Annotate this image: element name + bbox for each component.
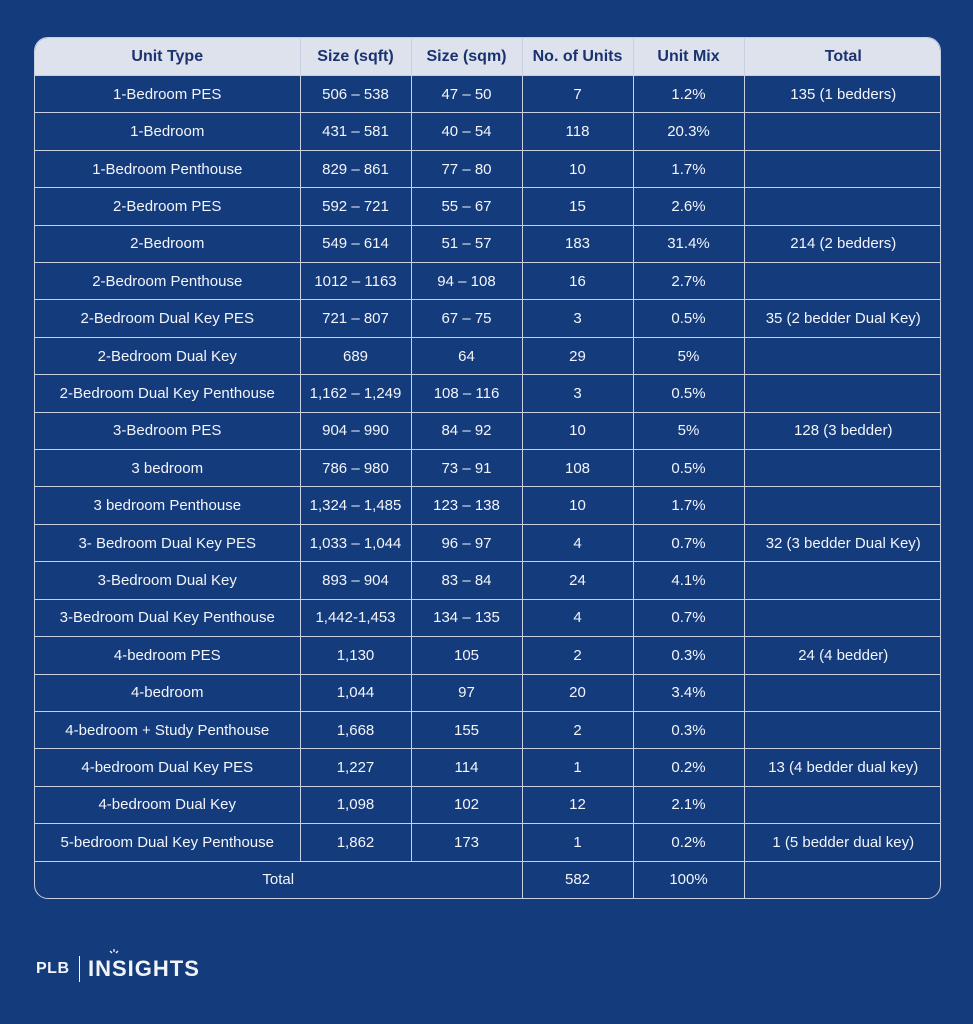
cell-size-sqft: 829 – 861	[300, 150, 411, 187]
cell-unit-type: 3- Bedroom Dual Key PES	[35, 524, 300, 561]
table-row	[35, 637, 941, 674]
table-row	[35, 674, 941, 711]
cell-size-sqft: 904 – 990	[300, 412, 411, 449]
cell-no-of-units: 10	[522, 412, 633, 449]
cell-unit-mix: 1.7%	[633, 150, 744, 187]
cell-unit-mix: 4.1%	[633, 562, 744, 599]
cell-size-sqm: 64	[411, 337, 522, 374]
logo-divider	[79, 956, 81, 982]
cell-unit-type: 1-Bedroom PES	[35, 76, 300, 113]
table-row	[35, 412, 941, 449]
cell-total: 32 (3 bedder Dual Key)	[744, 524, 941, 561]
cell-unit-mix: 2.1%	[633, 786, 744, 823]
cell-unit-mix: 0.3%	[633, 637, 744, 674]
table-row	[35, 225, 941, 262]
cell-unit-mix: 0.5%	[633, 450, 744, 487]
cell-total	[744, 674, 941, 711]
cell-size-sqft: 786 – 980	[300, 450, 411, 487]
cell-size-sqft: 431 – 581	[300, 113, 411, 150]
cell-no-of-units: 4	[522, 599, 633, 636]
lightbulb-rays-icon	[109, 949, 119, 957]
cell-unit-mix: 31.4%	[633, 225, 744, 262]
cell-unit-type: 2-Bedroom Dual Key PES	[35, 300, 300, 337]
cell-size-sqft: 1012 – 1163	[300, 263, 411, 300]
cell-no-of-units: 183	[522, 225, 633, 262]
table-body	[35, 76, 941, 899]
cell-no-of-units: 1	[522, 749, 633, 786]
cell-unit-mix: 5%	[633, 412, 744, 449]
table-row	[35, 749, 941, 786]
cell-size-sqft: 1,033 – 1,044	[300, 524, 411, 561]
header-size-sqft: Size (sqft)	[300, 38, 411, 76]
cell-no-of-units: 118	[522, 113, 633, 150]
table-row	[35, 450, 941, 487]
table-row	[35, 599, 941, 636]
cell-no-of-units: 108	[522, 450, 633, 487]
cell-total	[744, 375, 941, 412]
header-unit-type: Unit Type	[35, 38, 300, 76]
cell-size-sqm: 94 – 108	[411, 263, 522, 300]
cell-unit-type: 2-Bedroom	[35, 225, 300, 262]
cell-unit-mix: 3.4%	[633, 674, 744, 711]
cell-size-sqft: 1,044	[300, 674, 411, 711]
cell-size-sqft: 1,227	[300, 749, 411, 786]
cell-size-sqm: 134 – 135	[411, 599, 522, 636]
table-row	[35, 824, 941, 861]
table-total-row	[35, 861, 941, 898]
cell-unit-mix: 5%	[633, 337, 744, 374]
cell-total	[744, 337, 941, 374]
cell-size-sqft: 721 – 807	[300, 300, 411, 337]
header-size-sqm: Size (sqm)	[411, 38, 522, 76]
cell-total: 13 (4 bedder dual key)	[744, 749, 941, 786]
cell-no-of-units: 3	[522, 300, 633, 337]
cell-unit-mix: 20.3%	[633, 113, 744, 150]
cell-size-sqft: 1,098	[300, 786, 411, 823]
table-header-row	[35, 38, 941, 76]
cell-unit-type: 5-bedroom Dual Key Penthouse	[35, 824, 300, 861]
cell-size-sqft: 1,862	[300, 824, 411, 861]
cell-unit-type: 4-bedroom + Study Penthouse	[35, 711, 300, 748]
cell-no-of-units: 7	[522, 76, 633, 113]
cell-unit-mix: 0.2%	[633, 749, 744, 786]
cell-size-sqm: 67 – 75	[411, 300, 522, 337]
plb-logo-text: PLB	[36, 960, 70, 977]
table-row	[35, 263, 941, 300]
cell-no-of-units: 3	[522, 375, 633, 412]
cell-no-of-units: 20	[522, 674, 633, 711]
cell-unit-mix: 0.7%	[633, 524, 744, 561]
cell-size-sqft: 893 – 904	[300, 562, 411, 599]
cell-size-sqm: 155	[411, 711, 522, 748]
cell-size-sqft: 689	[300, 337, 411, 374]
cell-total	[744, 562, 941, 599]
cell-total: 24 (4 bedder)	[744, 637, 941, 674]
cell-unit-mix: 0.7%	[633, 599, 744, 636]
cell-size-sqm: 51 – 57	[411, 225, 522, 262]
cell-total	[744, 150, 941, 187]
cell-total	[744, 786, 941, 823]
cell-size-sqm: 102	[411, 786, 522, 823]
cell-size-sqft: 1,668	[300, 711, 411, 748]
cell-no-of-units: 15	[522, 188, 633, 225]
header-unit-mix: Unit Mix	[633, 38, 744, 76]
cell-unit-mix: 2.6%	[633, 188, 744, 225]
cell-no-of-units: 4	[522, 524, 633, 561]
cell-unit-type: 1-Bedroom	[35, 113, 300, 150]
table-row	[35, 76, 941, 113]
cell-size-sqft: 506 – 538	[300, 76, 411, 113]
cell-no-of-units: 16	[522, 263, 633, 300]
cell-size-sqm: 108 – 116	[411, 375, 522, 412]
cell-total	[744, 599, 941, 636]
cell-unit-type: 3-Bedroom PES	[35, 412, 300, 449]
cell-unit-type: 4-bedroom PES	[35, 637, 300, 674]
cell-size-sqft: 549 – 614	[300, 225, 411, 262]
cell-unit-mix: 0.3%	[633, 711, 744, 748]
cell-unit-type: 2-Bedroom PES	[35, 188, 300, 225]
cell-unit-type: 3-Bedroom Dual Key Penthouse	[35, 599, 300, 636]
table-row	[35, 786, 941, 823]
cell-total: 128 (3 bedder)	[744, 412, 941, 449]
cell-size-sqm: 96 – 97	[411, 524, 522, 561]
table-row	[35, 487, 941, 524]
cell-no-of-units: 29	[522, 337, 633, 374]
cell-total: 135 (1 bedders)	[744, 76, 941, 113]
cell-total	[744, 188, 941, 225]
header-total: Total	[744, 38, 941, 76]
unit-mix-table-grid	[35, 38, 941, 898]
cell-unit-mix: 1.7%	[633, 487, 744, 524]
table-row	[35, 300, 941, 337]
cell-total-mix: 100%	[633, 861, 744, 898]
cell-size-sqm: 84 – 92	[411, 412, 522, 449]
cell-size-sqft: 1,162 – 1,249	[300, 375, 411, 412]
cell-no-of-units: 1	[522, 824, 633, 861]
cell-size-sqm: 173	[411, 824, 522, 861]
cell-unit-mix: 0.2%	[633, 824, 744, 861]
cell-unit-mix: 2.7%	[633, 263, 744, 300]
cell-total-total	[744, 861, 941, 898]
cell-unit-type: 2-Bedroom Dual Key Penthouse	[35, 375, 300, 412]
cell-unit-type: 3-Bedroom Dual Key	[35, 562, 300, 599]
cell-size-sqm: 77 – 80	[411, 150, 522, 187]
table-row	[35, 562, 941, 599]
cell-size-sqm: 123 – 138	[411, 487, 522, 524]
cell-unit-mix: 0.5%	[633, 375, 744, 412]
header-no-of-units: No. of Units	[522, 38, 633, 76]
cell-unit-type: 3 bedroom Penthouse	[35, 487, 300, 524]
table-row	[35, 113, 941, 150]
cell-unit-mix: 0.5%	[633, 300, 744, 337]
table-row	[35, 375, 941, 412]
cell-size-sqm: 83 – 84	[411, 562, 522, 599]
cell-size-sqft: 592 – 721	[300, 188, 411, 225]
cell-unit-type: 4-bedroom Dual Key	[35, 786, 300, 823]
cell-size-sqft: 1,442-1,453	[300, 599, 411, 636]
cell-unit-type: 4-bedroom	[35, 674, 300, 711]
cell-unit-mix: 1.2%	[633, 76, 744, 113]
cell-total	[744, 487, 941, 524]
cell-unit-type: 1-Bedroom Penthouse	[35, 150, 300, 187]
cell-no-of-units: 10	[522, 487, 633, 524]
brand-logo	[36, 956, 200, 982]
table-row	[35, 524, 941, 561]
table-row	[35, 150, 941, 187]
cell-no-of-units: 24	[522, 562, 633, 599]
cell-size-sqm: 55 – 67	[411, 188, 522, 225]
cell-no-of-units: 2	[522, 637, 633, 674]
cell-size-sqm: 47 – 50	[411, 76, 522, 113]
cell-size-sqft: 1,130	[300, 637, 411, 674]
cell-unit-type: 3 bedroom	[35, 450, 300, 487]
cell-unit-type: 4-bedroom Dual Key PES	[35, 749, 300, 786]
insights-logo-text: INSIGHTS	[88, 956, 200, 982]
cell-unit-type: 2-Bedroom Dual Key	[35, 337, 300, 374]
cell-no-of-units: 12	[522, 786, 633, 823]
cell-no-of-units: 2	[522, 711, 633, 748]
unit-mix-table	[34, 37, 941, 899]
table-row	[35, 337, 941, 374]
table-row	[35, 711, 941, 748]
cell-size-sqm: 97	[411, 674, 522, 711]
cell-total: 1 (5 bedder dual key)	[744, 824, 941, 861]
cell-total-label: Total	[35, 861, 522, 898]
cell-total-units: 582	[522, 861, 633, 898]
cell-no-of-units: 10	[522, 150, 633, 187]
cell-size-sqm: 105	[411, 637, 522, 674]
cell-total	[744, 711, 941, 748]
cell-size-sqm: 40 – 54	[411, 113, 522, 150]
cell-total	[744, 113, 941, 150]
table-row	[35, 188, 941, 225]
cell-unit-type: 2-Bedroom Penthouse	[35, 263, 300, 300]
cell-total	[744, 263, 941, 300]
cell-size-sqm: 114	[411, 749, 522, 786]
cell-size-sqm: 73 – 91	[411, 450, 522, 487]
cell-total: 35 (2 bedder Dual Key)	[744, 300, 941, 337]
cell-total	[744, 450, 941, 487]
cell-size-sqft: 1,324 – 1,485	[300, 487, 411, 524]
cell-total: 214 (2 bedders)	[744, 225, 941, 262]
